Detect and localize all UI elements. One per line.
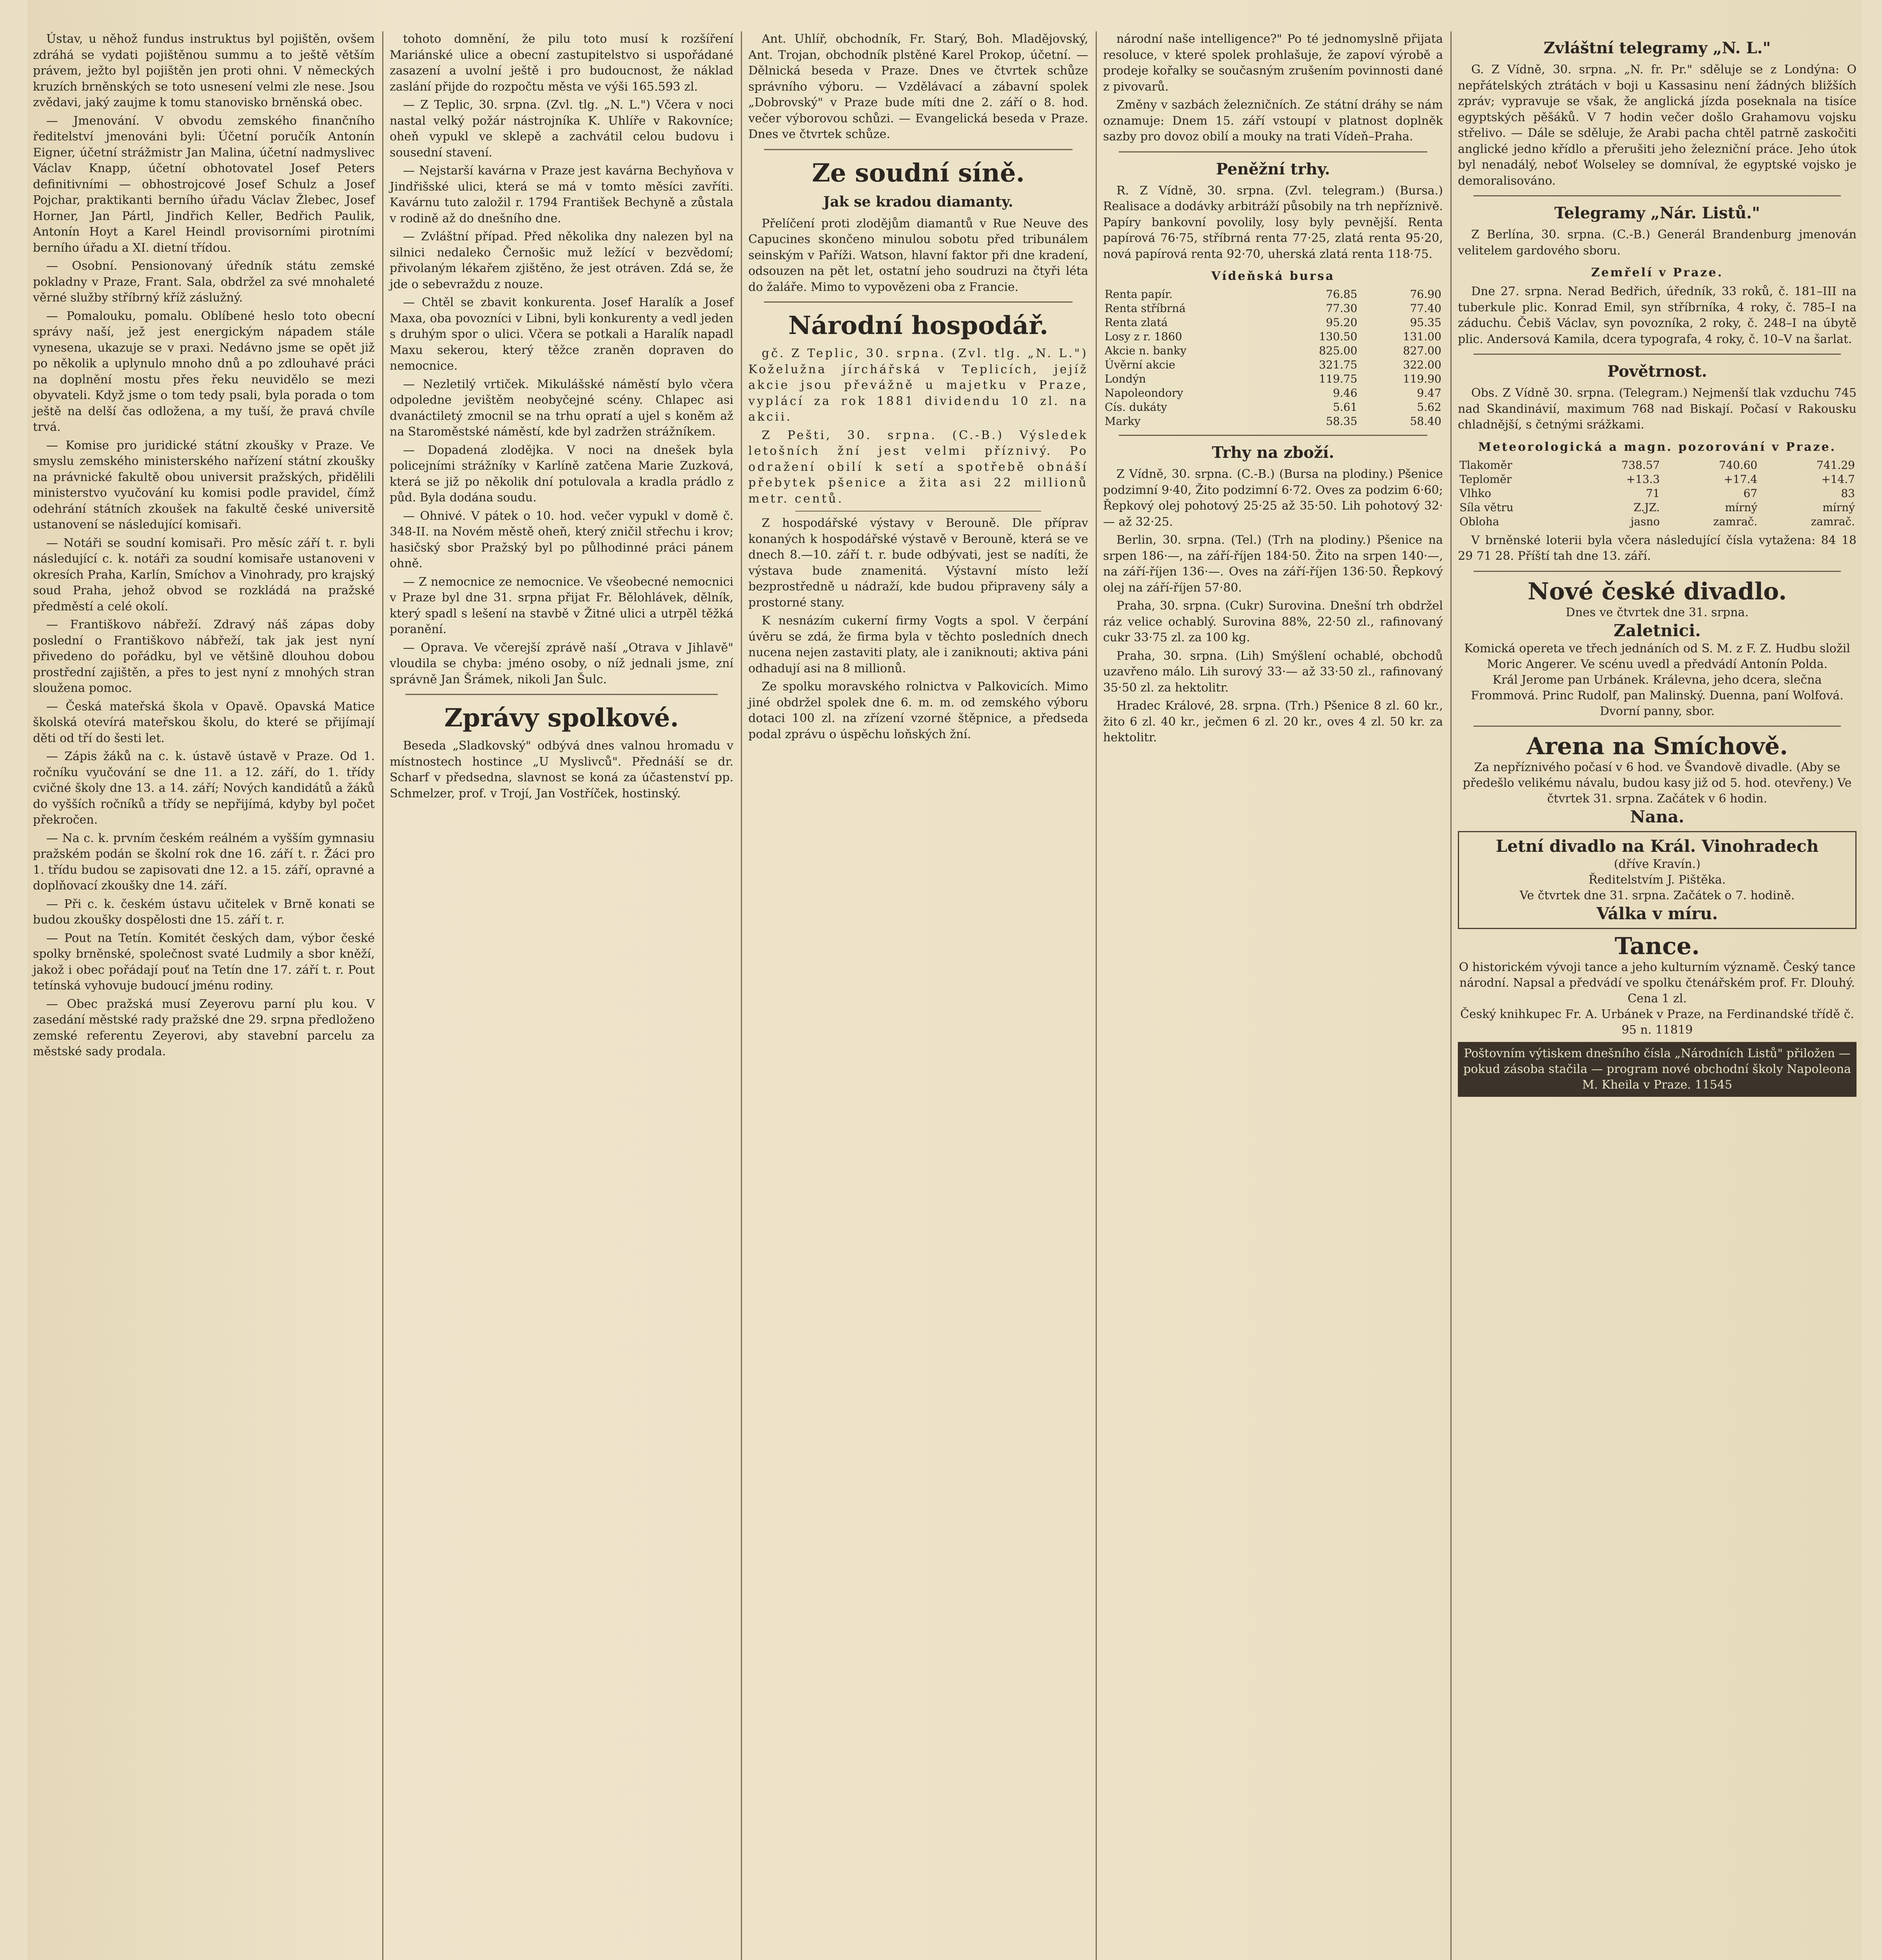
column-rule <box>382 31 383 1960</box>
rate-row <box>1103 358 1443 372</box>
article-paragraph: — Obec pražská musí Zeyerovu parní plu kou. V zasedání městské rady pražské dne 29. srpna předloženo zemské referentu Zeyerovi, aby stavební parcelu za městské sady prodala. <box>33 997 375 1058</box>
meteo-value: 67 <box>1743 486 1758 500</box>
article-subheading: Jak se kradou diamanty. <box>823 193 1013 210</box>
rate-value: 825.00 <box>1319 344 1358 357</box>
meteo-value: 740.60 <box>1719 458 1758 472</box>
theatre-date: Dnes ve čtvrtek dne 31. srpna. <box>1566 605 1749 619</box>
article-paragraph: Změny v sazbách železničních. Ze státní dráhy se nám oznamuje: Dnem 15. září vstoupí v platnost doplněk sazby pro dovoz obilí a mouky na trati Vídeň–Praha. <box>1103 98 1443 143</box>
summer-theatre-ad <box>1458 831 1857 929</box>
article-paragraph: V brněnské loterii byla včera následující čísla vytažena: 84 18 29 71 28. Příští tah dne 13. září. <box>1458 533 1857 563</box>
article-paragraph: Obs. Z Vídně 30. srpna. (Telegram.) Nejmenší tlak vzduchu 745 nad Skandinávií, maximum 768 nad Biskají. Počasí v Rakousku chladnější, s četnými srážkami. <box>1458 386 1857 432</box>
rate-value: 95.20 <box>1326 316 1358 329</box>
section-divider <box>1119 151 1427 152</box>
article-paragraph: — Nezletilý vrtiček. Mikulášské náměstí bylo včera odpoledne jevištěm neobyčejné scény. Chlapec asi dvanáctiletý zmocnil se na trhu opratí a ujel s koněm až na Staroměstské náměstí, kde byl zadržen strážníkem. <box>390 377 733 439</box>
section-divider <box>405 694 718 695</box>
rate-row <box>1103 372 1443 386</box>
rate-value: 9.47 <box>1417 387 1441 399</box>
meteo-value: +14.7 <box>1821 472 1855 486</box>
meteo-value: 741.29 <box>1817 458 1855 472</box>
article-paragraph: Hradec Králové, 28. srpna. (Trh.) Pšenice 8 zl. 60 kr., žito 6 zl. 40 kr., ječmen 6 zl. 20 kr., oves 4 zl. 50 kr. za hektolitr. <box>1103 699 1443 744</box>
rate-value: 76.85 <box>1326 288 1358 301</box>
table-title: Meteorologická a magn. pozorování v Praze. <box>1478 440 1837 454</box>
column-4 <box>1098 31 1448 1960</box>
arena-ad <box>1458 733 1857 827</box>
column-5 <box>1452 31 1862 1960</box>
summer-director: Ředitelstvím J. Pištěka. <box>1588 873 1726 887</box>
section-heading-telegramy-nl: Telegramy „Nár. Listů." <box>1554 204 1760 222</box>
rate-value: 827.00 <box>1403 344 1441 357</box>
meteo-label: Teploměr <box>1459 472 1512 486</box>
article-paragraph: — Česká mateřská škola v Opavě. Opavská Matice školská otevírá mateřskou školu, do které se přijímají děti od tří do šesti let. <box>33 699 375 745</box>
meteo-value: 83 <box>1841 486 1855 500</box>
arena-title: Nana. <box>1630 807 1684 826</box>
theatre-persons: Král Jerome pan Urbánek. Králevna, jeho dcera, slečna Frommová. Princ Rudolf, pan Malinský. Duenna, paní Wolfová. Dvorní panny, sbor. <box>1471 673 1844 718</box>
dance-heading: Tance. <box>1614 932 1700 960</box>
article-divider <box>795 511 1041 512</box>
rate-value: 9.46 <box>1333 387 1358 399</box>
section-heading-spolkove: Zprávy spolkové. <box>444 703 679 733</box>
section-divider <box>764 149 1073 150</box>
section-divider <box>1119 435 1427 436</box>
meteo-value: +13.3 <box>1626 472 1660 486</box>
section-heading-hospodar: Národní hospodář. <box>788 311 1049 340</box>
summer-title: Válka v míru. <box>1596 904 1718 923</box>
article-paragraph: — Z Teplic, 30. srpna. (Zvl. tlg. „N. L.") Včera v noci nastal velký požár nástrojníka K. Uhlíře v Rakovníce; oheň vypukl ve sklepě a zachvátil celou budovu i sousední stavení. <box>390 98 733 160</box>
meteo-value: 738.57 <box>1621 458 1660 472</box>
column-2 <box>384 31 739 1960</box>
section-divider <box>1474 354 1841 355</box>
rate-row <box>1103 386 1443 400</box>
article-paragraph: Z Berlína, 30. srpna. (C.-B.) Generál Brandenburg jmenován velitelem gardového sboru. <box>1458 228 1857 258</box>
meteo-label: Obloha <box>1459 515 1499 528</box>
rate-row <box>1103 301 1443 316</box>
article-paragraph: — Zápis žáků na c. k. ústavě ústavě v Praze. Od 1. ročníku vyučování se dne 11. a 12. září, do 1. třídy cvičné školy dne 13. a 14. září; Nových kandidátů a žáků do vyšších ročníků a třídy se nepřijímá, kdyby byl počet překročen. <box>33 750 375 827</box>
rate-row <box>1103 287 1443 301</box>
theatre-heading: Nové české divadlo. <box>1528 577 1787 605</box>
rate-value: 119.75 <box>1319 372 1358 385</box>
rate-value: 95.35 <box>1410 316 1441 329</box>
article-paragraph: Ant. Uhlíř, obchodník, Fr. Starý, Boh. Mladějovský, Ant. Trojan, obchodník plstěné Karel Prokop, účetní. — Dělnická beseda v Praze. Dnes ve čtvrtek schůze správního výboru. — Vzdělávací a zábavní spolek „Dobrovský" v Praze bude míti dne 2. září o 8. hod. večer výborovou schůzi. — Evangelická beseda v Praze. Dnes ve čtvrtek schůze. <box>748 32 1088 141</box>
meteo-row <box>1458 486 1857 501</box>
summer-heading: Letní divadlo na Král. Vinohradech <box>1495 836 1819 856</box>
meteo-value: zamrač. <box>1713 515 1758 528</box>
section-heading-zemreli: Zemřelí v Praze. <box>1591 266 1724 279</box>
article-paragraph: — Z nemocnice ze nemocnice. Ve všeobecné nemocnici v Praze byl dne 31. srpna přijat Fr. Bělohlávek, dělník, který spadl s lešení na stavbě v Žitné ulici a utrpěl těžká poranění. <box>390 575 733 636</box>
article-paragraph: gč. Z Teplic, 30. srpna. (Zvl. tlg. „N. L.") Koželužna jírchářská v Teplicích, jejíž akcie jsou převážně u majetku v Praze, vyplácí za rok 1881 dividendu 10 zl. na akcii. <box>748 347 1088 424</box>
article-paragraph: K nesnázím cukerní firmy Vogts a spol. V čerpání úvěru se zdá, že firma byla v těchto posledních dnech nucena nejen zastaviti platy, ale i zaniknouti; aktiva páni odhadují asi na 8 millionů. <box>748 614 1088 675</box>
rate-value: 130.50 <box>1319 330 1358 343</box>
rate-name: Akcie n. banky <box>1105 344 1187 357</box>
rate-name: Renta papír. <box>1105 288 1173 301</box>
article-paragraph: Dne 27. srpna. Nerad Bedřich, úředník, 33 roků, č. 181–III na tuberkule plic. Konrad Emil, syn stříbrníka, 4 roky, č. 785–I na záduchu. Čebiš Václav, syn povozníka, 2 roky, č. 248–I na úbytě plic. Andersová Kamila, dcera typografa, 4 roky, č. 10–V na šarlat. <box>1458 285 1857 346</box>
article-paragraph: — Na c. k. prvním českém reálném a vyšším gymnasiu pražském podán se školní rok dne 16. září t. r. Žáci pro 1. třídu budou se zapisovati dne 12. a 15. září, opravné a doplňovací zkoušky dne 14. září. <box>33 831 375 893</box>
meteo-value: mírný <box>1822 501 1855 514</box>
school-program-text: Poštovním výtiskem dnešního čísla „Národních Listů" přiložen — pokud zásoba stačila — program nové obchodní školy Napoleona M. Kheila v Praze. 11545 <box>1463 1046 1851 1092</box>
section-divider <box>1474 195 1841 196</box>
article-paragraph: Berlin, 30. srpna. (Tel.) (Trh na plodiny.) Pšenice na srpen 186·—, na září-říjen 184·50. Žito na srpen 140·—, na září-říjen 136·—. Oves na září-říjen 136·50. Řepkový olej na září-říjen 57·80. <box>1103 533 1443 595</box>
column-rule <box>1450 31 1452 1960</box>
article-paragraph: — Komise pro juridické státní zkoušky v Praze. Ve smyslu zemského ministerského nařízení státní zkoušky na právnické fakultě obou universit pražských, přidělili ministerstvo vyučování ku komisi podle pravidel, čímž odehrání státních zkoušek na fakultě české universitě ustanovení se následující komisaři. <box>33 438 375 532</box>
section-divider <box>1474 571 1841 572</box>
meteo-value: mírný <box>1725 501 1758 514</box>
rate-value: 58.40 <box>1410 415 1441 428</box>
article-paragraph: — Ohnivé. V pátek o 10. hod. večer vypukl v domě č. 348-II. na Novém městě oheň, který zničil střechu i krov; hasičský sbor Pražský byl po půlhodinné práci pánem ohně. <box>390 509 733 570</box>
rate-name: Marky <box>1105 415 1141 428</box>
rate-value: 77.30 <box>1326 302 1358 315</box>
rate-name: Renta stříbrná <box>1105 302 1186 315</box>
dance-ad <box>1458 933 1857 1038</box>
bookshop-text: Český knihkupec Fr. A. Urbánek v Praze, na Ferdinandské třídě č. 95 n. 11819 <box>1460 1007 1854 1037</box>
article-paragraph: — Chtěl se zbavit konkurenta. Josef Haralík a Josef Maxa, oba povozníci v Libni, byli konkurenty a vedl jeden s druhým spor o ulici. Včera se potkali a Haralík napadl Maxu sekerou, který těžce zraněn dopraven do nemocnice. <box>390 296 733 373</box>
article-paragraph: — Při c. k. českém ústavu učitelek v Brně konati se budou zkoušky dospělosti dne 15. září t. r. <box>33 897 375 927</box>
meteo-row <box>1458 501 1857 515</box>
meteo-value: zamrač. <box>1811 515 1855 528</box>
rate-value: 5.62 <box>1417 401 1441 414</box>
article-paragraph: — Osobní. Pensionovaný úředník státu zemské pokladny v Praze, Frant. Sala, obdržel za své mnohaleté věrné služby stříbrný kříž záslužný. <box>33 259 375 305</box>
section-heading-povetrnost: Povětrnost. <box>1607 362 1707 381</box>
exchange-rates-table <box>1103 287 1443 428</box>
article-paragraph: Přelíčení proti zlodějům diamantů v Rue Neuve des Capucines skončeno minulou sobotu před tribunálem seinským v Paříži. Watson, hlavní faktor při dne kradení, odsouzen na pět let, ostatní jeho soudruzi na čtyři léta do žaláře. Mimo to vypovězeni oba z Francie. <box>748 216 1088 294</box>
rate-row <box>1103 330 1443 344</box>
article-paragraph: — Dopadená zlodějka. V noci na dnešek byla policejními strážníky v Karlíně zatčena Marie Zuzková, která se již po několik dní potulovala a kradla prádlo z půd. Byla dodána soudu. <box>390 443 733 505</box>
meteo-value: jasno <box>1630 515 1660 528</box>
theatre-title: Zaletnici. <box>1613 621 1701 640</box>
meteo-value: 71 <box>1646 486 1660 500</box>
dance-text: O historickém vývoji tance a jeho kulturním významě. Český tance národní. Napsal a předvádí ve spolku čtenářském prof. Fr. Dlouhý. Cena 1 zl. <box>1459 960 1856 1005</box>
article-paragraph: Ústav, u něhož fundus instruktus byl pojištěn, ovšem zdráhá se vydati pojištěnou summu a to ještě větším právem, ježto byl pojištěn jen proti ohni. V německých kruzích brněnských se toto usnesení velmi zle nese. Jsou zvědavi, jaký zaujme k tomu stanovisko brněnská obec. <box>33 32 375 109</box>
meteo-label: Vlhko <box>1459 486 1492 500</box>
school-program-notice <box>1458 1042 1857 1097</box>
article-paragraph: národní naše intelligence?" Po té jednomyslně přijata resoluce, v které spolek prohlašuje, že zapoví výrobě a prodeje kořalky se současným zrušením povinnosti dané z pivovarů. <box>1103 32 1443 94</box>
rate-name: Londýn <box>1105 372 1146 385</box>
rate-row <box>1103 316 1443 330</box>
section-divider <box>764 301 1073 303</box>
meteo-row <box>1458 472 1857 486</box>
article-paragraph: Beseda „Sladkovský" odbývá dnes valnou hromadu v místnostech hostince „U Myslivců". Přednáší se dr. Scharf v předsedna, slavnost se koná za účastenství pp. Schmelzer, prof. v Trojí, Jan Vostříček, hostinský. <box>390 739 733 800</box>
rate-value: 76.90 <box>1410 288 1441 301</box>
theatre-ad <box>1458 578 1857 719</box>
article-paragraph: — Nejstarší kavárna v Praze jest kavárna Bechyňova v Jindřišské ulici, která se má v tomto měsíci zavříti. Kavárnu tuto založil r. 1794 František Bechyně a zůstala v rodině až do dnešního dne. <box>390 164 733 225</box>
article-paragraph: — Oprava. Ve včerejší zprávě naší „Otrava v Jihlavě" vloudila se chyba: jméno osoby, o níž jednali jsme, zní správně Jan Šrámek, nikoli Jan Šulc. <box>390 641 733 686</box>
rate-value: 119.90 <box>1403 372 1441 385</box>
rate-row <box>1103 344 1443 358</box>
article-paragraph: — Notáři se soudní komisaři. Pro měsíc září t. r. byli následující c. k. notáři za soudní komisaře ustanoveni v okresích Praha, Karlín, Smíchov a Vinohrady, pro krajský soud Praha, jehož obvod se rozkládá na pražské předměstí a celé okolí. <box>33 536 375 613</box>
column-1 <box>27 31 380 1960</box>
arena-text: Za nepříznivého počasí v 6 hod. ve Švandově divadle. (Aby se předešlo velikému návalu, budou kasy již od 5. hod. otevřeny.) Ve čtvrtek 31. srpna. Začátek v 6 hodin. <box>1463 760 1852 806</box>
rate-value: 321.75 <box>1319 358 1358 371</box>
rate-name: Renta zlatá <box>1105 316 1168 329</box>
section-divider <box>1474 726 1841 727</box>
article-paragraph: — Františkovo nábřeží. Zdravý náš zápas doby poslední o Františkovo nábřeží, tak jak jest nyní přivedeno do pořádku, byl ve většině dlouhou dobou prostřední zajištěn, a přes to jest nyní z mnohých stran sloužena pomoc. <box>33 618 375 695</box>
meteo-label: Tlakoměr <box>1459 458 1512 472</box>
arena-heading: Arena na Smíchově. <box>1526 732 1788 760</box>
rate-name: Napoleondory <box>1105 387 1183 399</box>
article-paragraph: Praha, 30. srpna. (Lih) Smýšlení ochablé, obchodů uzavřeno málo. Lih surový 33·— až 33·50 zl., rafinovaný 35·50 zl. za hektolitr. <box>1103 649 1443 695</box>
rate-name: Cís. dukáty <box>1105 401 1167 414</box>
article-paragraph: — Jmenování. V obvodu zemského finančního ředitelství jmenováni byli: Účetní poručík Antonín Eigner, účetní strážmistr Jan Malina, účetní nadmyslivec Václav Knapp, účetní obhotovatel Josef Peters definitivními — obhostrojcové Josef Schulz a Josef Pojchar, praktikanti berního úřadu Václav Žlebec, Josef Horner, Jan Pártl, Jindřich Keller, Bedřich Paulik, Antonín Hoyt a Karel Heindl provisorními pirotními berního úřadu a XI. dietní třídou. <box>33 114 375 255</box>
article-paragraph: — Zvláštní případ. Před několika dny nalezen byl na silnici nedaleko Černošic muž ležící v bezvědomí; přivolaným lékařem zjištěno, že jest otráven. Zdá se, že jde o sebevraždu z nouze. <box>390 230 733 291</box>
meteo-table <box>1458 458 1857 529</box>
rate-row <box>1103 400 1443 414</box>
rate-value: 131.00 <box>1403 330 1441 343</box>
rate-name: Losy z r. 1860 <box>1105 330 1182 343</box>
rate-name: Úvěrní akcie <box>1105 358 1176 371</box>
article-paragraph: Z hospodářské výstavy v Berouně. Dle příprav konaných k hospodářské výstavě v Berouně, která se ve dnech 8.—10. září t. r. bude odbývati, jest se nadíti, že výstava bude znamenitá. Výstavní místo leží bezprostředně u nádraží, kde budou připraveny sály a prostorné stany. <box>748 516 1088 610</box>
rate-value: 77.40 <box>1410 302 1441 315</box>
table-title: Vídeňská bursa <box>1211 269 1335 283</box>
article-paragraph: — Pout na Tetín. Komitét českých dam, výbor české spolky brněnské, společnost svaté Ludmily a sbor kněží, jakož i obec pořádají pouť na Tetín dne 17. září t. r. Pout tetínská vyhovuje budoucí jménu rodiny. <box>33 931 375 993</box>
article-paragraph: — Pomalouku, pomalu. Oblíbené heslo toto obecní správy naší, jež jest energickým nápadem stále vynesena, ukazuje se v praxi. Nedávno jsme se opět již po několik a uplynulo mnoho dnů a po zdlouhavé práci na doplnění mostu přes řeku neuvidělo se mezi obyvateli. Když jsme o tom tedy psali, byla porada o tom ještě na delší čas odložena, a my tuší, že pravá chvíle trvá. <box>33 309 375 434</box>
column-3 <box>743 31 1094 1960</box>
article-paragraph: Ze spolku moravského rolnictva v Palkovicích. Mimo jiné obdržel spolek dne 6. m. m. od zemského výboru dotaci 100 zl. na zřízení vzorné štěpnice, a předseda podal zprávu o úspěchu loňských žní. <box>748 680 1088 741</box>
column-rule <box>1096 31 1097 1960</box>
article-paragraph: R. Z Vídně, 30. srpna. (Zvl. telegram.) (Bursa.) Realisace a dodávky arbitráží působily na trh nepříznivě. Papíry bankovní povolily, losy byly pevnější. Renta papírová 76·75, stříbrná renta 77·25, zlatá renta 95·20, nová papírová renta 92·70, uherská zlatá renta 118·75. <box>1103 183 1443 261</box>
meteo-label: Síla větru <box>1459 501 1514 514</box>
rate-value: 58.35 <box>1326 415 1358 428</box>
meteo-row <box>1458 458 1857 472</box>
rate-value: 5.61 <box>1333 401 1358 414</box>
article-paragraph: Z Pešti, 30. srpna. (C.-B.) Výsledek letošních žní jest velmi příznivý. Po odražení obilí k setí a spotřebě obnáší přebytek pšenice a žita asi 22 millionů metr. centů. <box>748 428 1088 506</box>
summer-text: Ve čtvrtek dne 31. srpna. Začátek o 7. hodině. <box>1519 888 1795 902</box>
section-heading-penezni: Peněžní trhy. <box>1216 160 1330 178</box>
section-heading-soudni: Ze soudní síně. <box>812 158 1025 188</box>
article-paragraph: G. Z Vídně, 30. srpna. „N. fr. Pr." sděluje se z Londýna: O nepřátelských ztrátách v boji u Kassasinu není žádných bližších zpráv; vypravuje se však, že anglická jízda poseknala na tisíce egyptských pěšáků. V 7 hodin večer došlo Grahamovu vojsku střelivo. — Dále se sděluje, že Arabi pacha chtěl patrně zaskočiti anglické jedno křídlo a přerušiti jeho železniční práce. Jeho útok byl nenadálý, neboť Wolseley se domníval, že egyptské vojsko je demoralisováno. <box>1458 63 1857 188</box>
summer-sub: (dříve Kravín.) <box>1614 857 1701 871</box>
section-heading-telegramy: Zvláštní telegramy „N. L." <box>1543 39 1771 57</box>
article-paragraph: Praha, 30. srpna. (Cukr) Surovina. Dnešní trh obdržel ráz velice ochablý. Surovina 88%, 22·50 zl., rafinovaný cukr 33·75 zl. za 100 kg. <box>1103 599 1443 644</box>
section-heading-zbozi: Trhy na zboží. <box>1212 443 1334 462</box>
newspaper-page <box>27 0 1862 1960</box>
theatre-text: Komická opereta ve třech jednáních od S. M. z F. Z. Hudbu složil Moric Angerer. Ve scénu uvedl a předvádí Antonín Polda. <box>1464 641 1850 671</box>
column-rule <box>741 31 742 1960</box>
article-paragraph: Z Vídně, 30. srpna. (C.-B.) (Bursa na plodiny.) Pšenice podzimní 9·40, Žito podzimní 6·72. Oves za podzim 6·60; Řepkový olej pohotový 25·25 až 35·50. Lih pohotový 32·— až 32·25. <box>1103 467 1443 529</box>
meteo-value: +17.4 <box>1724 472 1758 486</box>
meteo-value: Z.JZ. <box>1633 501 1660 514</box>
rate-value: 322.00 <box>1403 358 1441 371</box>
meteo-row <box>1458 515 1857 529</box>
rate-row <box>1103 414 1443 428</box>
article-paragraph: tohoto domnění, že pilu toto musí k rozšíření Mariánské ulice a obecní zastupitelstvo si uspořádané zasazení a uvolní ještě i pro budoucnost, že náklad zaslání přijde do rozpočtu města ve výši 165.593 zl. <box>390 32 733 94</box>
